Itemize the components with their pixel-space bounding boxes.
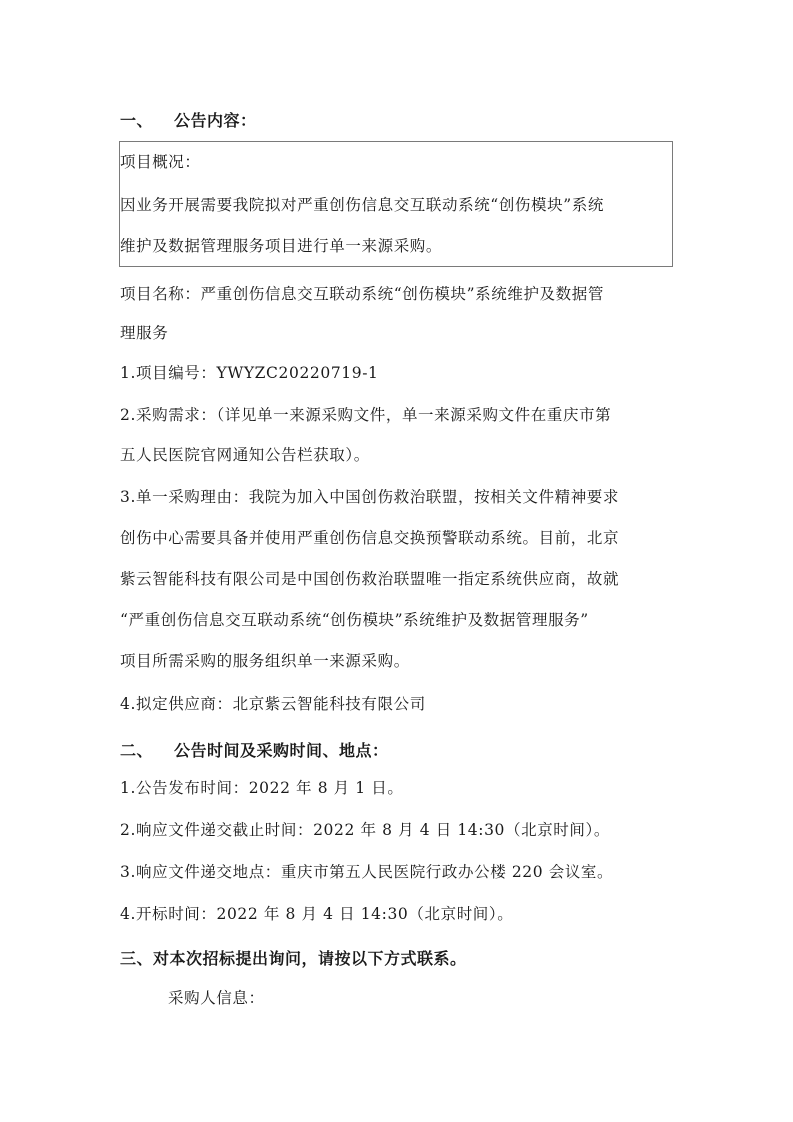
project-number: 1.项目编号：YWYZC20220719-1 [120,364,379,382]
procurement-needs-line-2: 五人民医院官网通知公告栏获取）。 [120,446,370,464]
proposed-supplier: 4.拟定供应商：北京紫云智能科技有限公司 [120,695,426,713]
schedule-item-1: 1.公告发布时间：2022 年 8 月 1 日。 [120,779,404,797]
purchaser-info-label: 采购人信息： [168,989,265,1007]
project-name-line-1: 项目名称：严重创伤信息交互联动系统“创伤模块”系统维护及数据管 [120,285,604,303]
section-2-heading [120,738,389,761]
reason-line-2: 创伤中心需要具备并使用严重创伤信息交换预警联动系统。目前，北京 [120,529,620,547]
section-2-title: 公告时间及采购时间、地点： [174,741,389,760]
section-3-heading: 三、对本次招标提出询问，请按以下方式联系。 [120,949,467,968]
overview-label: 项目概况： [120,153,201,171]
section-1-title: 公告内容： [174,111,257,130]
section-1-number: 一、 [120,111,154,130]
procurement-needs-line-1: 2.采购需求：（详见单一来源采购文件，单一来源采购文件在重庆市第 [120,406,612,424]
reason-line-5: 项目所需采购的服务组织单一来源采购。 [120,652,410,670]
schedule-item-4: 4.开标时间：2022 年 8 月 4 日 14:30（北京时间）。 [120,905,514,923]
reason-line-1: 3.单一采购理由：我院为加入中国创伤救治联盟，按相关文件精神要求 [120,488,619,506]
reason-line-4: “严重创伤信息交互联动系统“创伤模块”系统维护及数据管理服务” [120,611,589,629]
section-1-heading [120,108,257,131]
overview-text-line-2: 维护及数据管理服务项目进行单一来源采购。 [120,237,443,255]
schedule-item-2: 2.响应文件递交截止时间：2022 年 8 月 4 日 14:30（北京时间）。 [120,821,610,839]
schedule-item-3: 3.响应文件递交地点：重庆市第五人民医院行政办公楼 220 会议室。 [120,863,614,881]
overview-text-line-1: 因业务开展需要我院拟对严重创伤信息交互联动系统“创伤模块”系统 [120,196,604,214]
section-2-number: 二、 [120,741,154,760]
reason-line-3: 紫云智能科技有限公司是中国创伤救治联盟唯一指定系统供应商，故就 [120,570,620,588]
project-name-line-2: 理服务 [120,324,169,342]
